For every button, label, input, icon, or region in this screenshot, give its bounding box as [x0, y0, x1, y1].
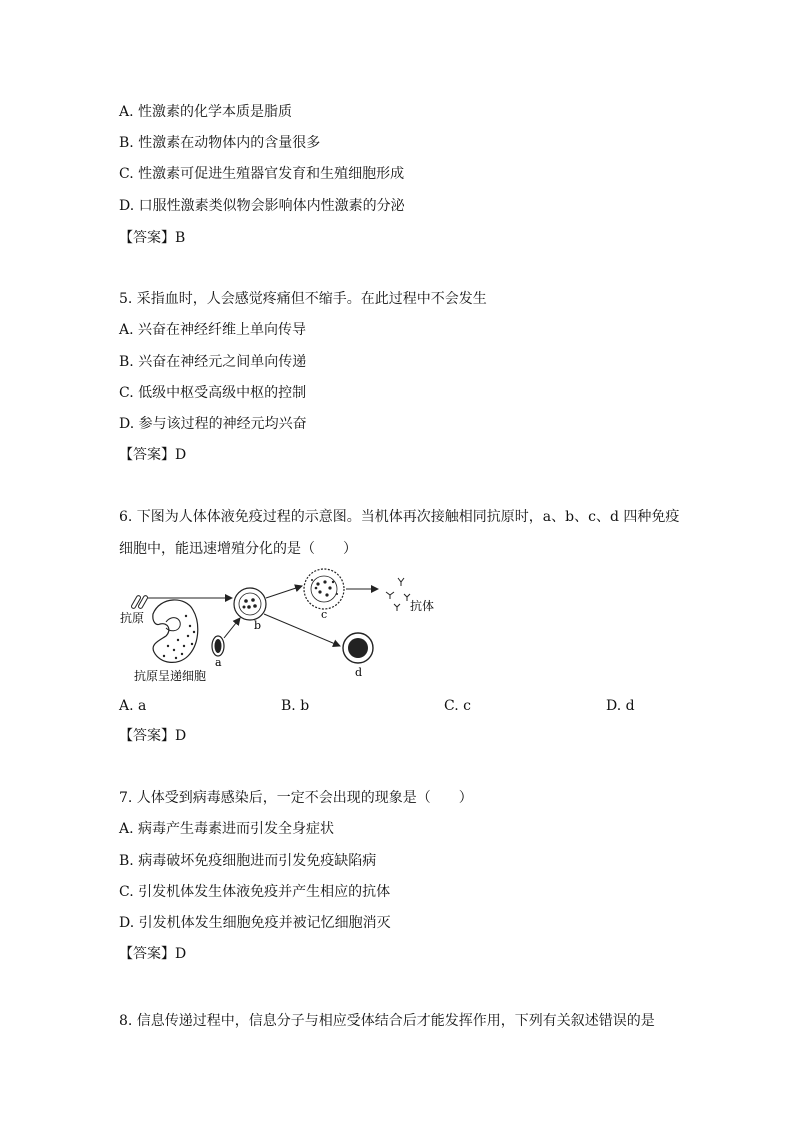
q4-option-a: A. 性激素的化学本质是脂质: [119, 104, 293, 120]
antigen-presenting-cell-icon: [153, 600, 198, 662]
q6-option-d: D. d: [606, 698, 635, 714]
antigen-label: 抗原: [120, 611, 145, 625]
q5-option-b: B. 兴奋在神经元之间单向传递: [119, 354, 307, 370]
apc-label: 抗原呈递细胞: [134, 669, 207, 683]
q7-answer: 【答案】D: [119, 946, 187, 962]
antibody-icon: [386, 578, 410, 611]
cell-d-icon: [343, 633, 373, 663]
q8-stem: 8. 信息传递过程中，信息分子与相应受体结合后才能发挥作用，下列有关叙述错误的是: [119, 1013, 655, 1029]
q5-option-a: A. 兴奋在神经纤维上单向传导: [119, 322, 307, 338]
q7-option-a: A. 病毒产生毒素进而引发全身症状: [119, 821, 335, 837]
cell-b-label: b: [254, 619, 262, 632]
q5-stem: 5. 采指血时，人会感觉疼痛但不缩手。在此过程中不会发生: [119, 291, 487, 307]
q4-option-b: B. 性激素在动物体内的含量很多: [119, 135, 321, 151]
humoral-immunity-diagram: [108, 566, 448, 696]
q7-option-d: D. 引发机体发生细胞免疫并被记忆细胞消灭: [119, 915, 391, 931]
q6-answer: 【答案】D: [119, 728, 187, 744]
q4-answer: 【答案】B: [119, 230, 186, 246]
q7-option-b: B. 病毒破坏免疫细胞进而引发免疫缺陷病: [119, 853, 377, 869]
arrow-b-to-c: [266, 586, 302, 598]
arrow-b-to-d: [264, 614, 340, 646]
antigen-icon: [131, 595, 148, 609]
cell-d-label: d: [355, 666, 363, 679]
q6-stem-line2: 细胞中，能迅速增殖分化的是（ ）: [119, 541, 357, 557]
q4-option-d: D. 口服性激素类似物会影响体内性激素的分泌: [119, 198, 405, 214]
q6-option-a: A. a: [119, 698, 147, 714]
arrow-a-to-b: [224, 618, 240, 638]
cell-c-icon: [304, 569, 344, 609]
q4-option-c: C. 性激素可促进生殖器官发育和生殖细胞形成: [119, 166, 405, 182]
q6-stem-line1: 6. 下图为人体体液免疫过程的示意图。当机体再次接触相同抗原时，a、b、c、d 四种免疫: [119, 509, 680, 525]
cell-a-label: a: [215, 656, 222, 669]
cell-a-icon: [212, 636, 224, 656]
q7-option-c: C. 引发机体发生体液免疫并产生相应的抗体: [119, 884, 391, 900]
q6-option-b: B. b: [281, 698, 310, 714]
q5-option-c: C. 低级中枢受高级中枢的控制: [119, 385, 307, 401]
q5-answer: 【答案】D: [119, 447, 187, 463]
q6-option-c: C. c: [444, 698, 471, 714]
q5-option-d: D. 参与该过程的神经元均兴奋: [119, 416, 307, 432]
q7-stem: 7. 人体受到病毒感染后，一定不会出现的现象是（ ）: [119, 790, 473, 806]
cell-c-label: c: [321, 608, 328, 621]
cell-b-icon: [234, 588, 266, 620]
antibody-label: 抗体: [410, 599, 435, 613]
